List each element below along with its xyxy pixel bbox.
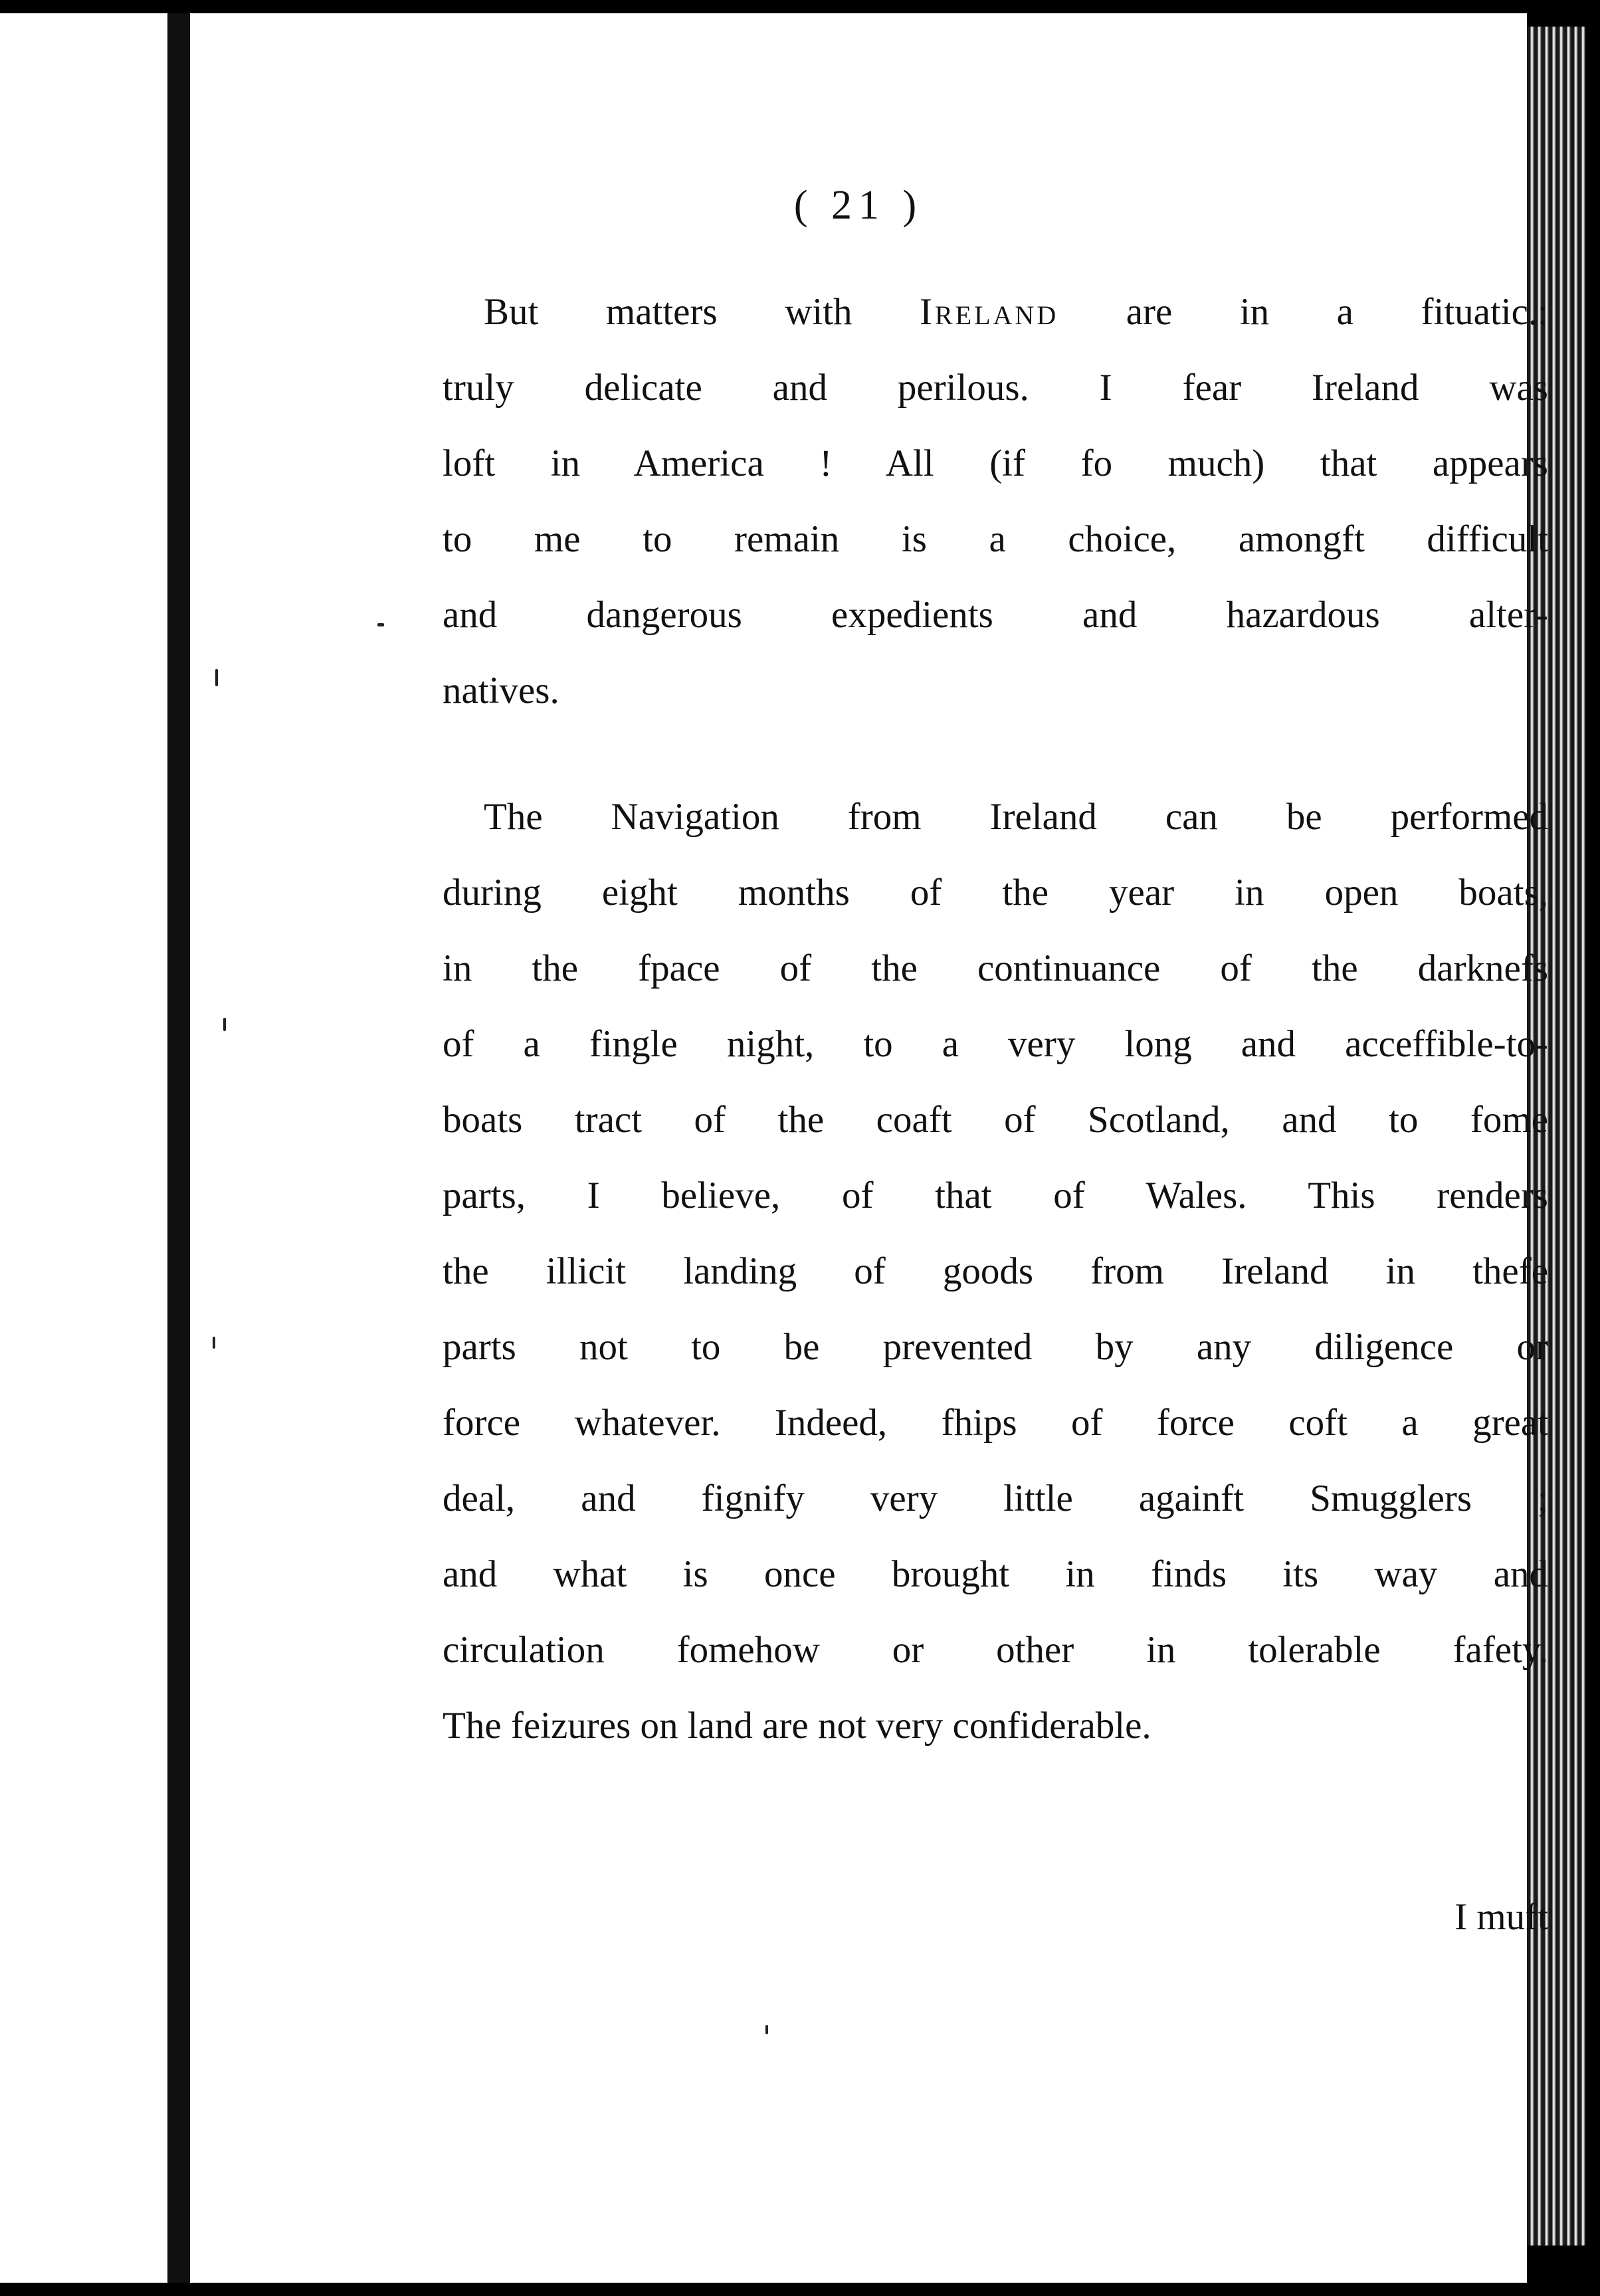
text-line: in the fpace of the continuance of the darknefs: [443, 947, 1548, 989]
catchword: I muft: [1454, 1896, 1548, 1938]
ink-speck: [213, 1337, 215, 1349]
text-line: parts, I believe, of that of Wales. This renders: [443, 1175, 1548, 1216]
text-line: the illicit landing of goods from Ireland in thefe: [443, 1250, 1548, 1292]
text-line: But matters with Ireland are in a fituatic.:: [484, 291, 1549, 333]
book-page: [190, 13, 1549, 2283]
text-line: parts not to be prevented by any diligence or: [443, 1326, 1548, 1368]
page-number: ( 21 ): [793, 183, 924, 228]
text-line: natives.: [443, 670, 559, 712]
text-line: deal, and fignify very little againft Smugglers ;: [443, 1478, 1548, 1519]
text-line: during eight months of the year in open boats,: [443, 872, 1548, 913]
paragraph-1: [443, 274, 1548, 729]
book-gutter: [167, 13, 190, 2283]
text-line: loft in America ! All (if fo much) that appears: [443, 442, 1548, 484]
text-line: and dangerous expedients and hazardous alter-: [443, 594, 1548, 636]
text-line: The feizures on land are not very confiderable.: [443, 1705, 1151, 1747]
text-line: to me to remain is a choice, amongft difficult: [443, 518, 1548, 560]
text-line: and what is once brought in finds its way and: [443, 1553, 1548, 1595]
ink-speck: [377, 623, 384, 626]
text-line: truly delicate and perilous. I fear Ireland was: [443, 367, 1548, 409]
text-line: boats tract of the coaft of Scotland, and to fome: [443, 1099, 1548, 1141]
text-line: The Navigation from Ireland can be performed: [484, 796, 1548, 838]
text-line: of a fingle night, to a very long and acceffible-to-: [443, 1023, 1548, 1065]
facing-page-edge: [0, 13, 167, 2283]
ink-speck: [215, 669, 218, 686]
text-line: force whatever. Indeed, fhips of force coft a great: [443, 1402, 1548, 1444]
paragraph-2: [443, 779, 1548, 1764]
text-line: circulation fomehow or other in tolerable fafety.: [443, 1629, 1548, 1671]
ink-speck: [765, 2025, 768, 2034]
ink-speck: [223, 1018, 226, 1031]
small-caps-word: Ireland: [920, 291, 1059, 333]
